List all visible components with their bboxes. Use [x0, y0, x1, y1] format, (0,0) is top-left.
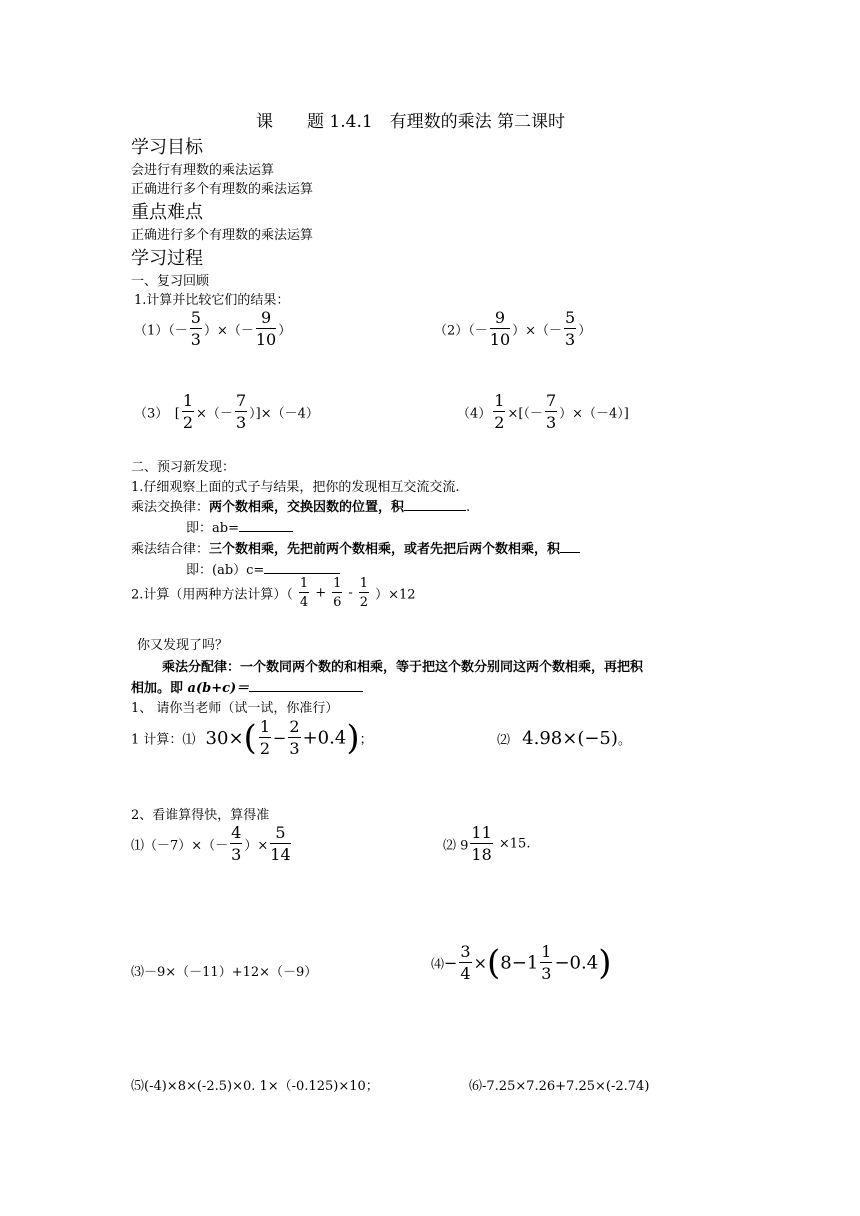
answer-blank[interactable]: [560, 539, 580, 553]
fast-problem-4: ⑷− $\frac{3}{4}$ ×(8−1 $\frac{1}{3}$ −0.4): [431, 942, 612, 983]
review-heading: 一、复习回顾: [131, 274, 210, 289]
discover-prompt: 你又发现了吗？: [137, 638, 229, 653]
teacher-problem-1: 1 计算：⑴ 30×( $\frac{1}{2}$ − $\frac{2}{3}$ +0.4)；: [131, 717, 373, 758]
review-expression-2: （2）（－ $\frac{9}{10}$ ）×（－ $\frac{5}{3}$ ）: [434, 308, 592, 349]
answer-blank[interactable]: [239, 518, 293, 532]
teacher-problem-2: ⑵ 4.98×(−5)。: [497, 728, 631, 749]
review-expression-4: （4） $\frac{1}{2}$ ×[（－ $\frac{7}{3}$ ）×（－4）]: [457, 391, 629, 432]
review-expression-1: （1）（－ $\frac{5}{3}$ ）×（－ $\frac{9}{10}$ ）: [134, 308, 292, 349]
associative-formula: 即：(ab）c=: [186, 559, 340, 578]
key-point-item: 正确进行多个有理数的乘法运算: [131, 228, 314, 243]
key-points-heading: 重点难点: [131, 202, 203, 223]
answer-blank[interactable]: [264, 560, 340, 574]
fast-problem-5: ⑸(-4)×8×(-2.5)×0. 1×（-0.125)×10；: [131, 1079, 379, 1094]
associative-law: 乘法结合律：三个数相乘，先把前两个数相乘，或者先把后两个数相乘，积: [131, 538, 580, 557]
review-question-1: 1.计算并比较它们的结果：: [134, 293, 290, 308]
answer-blank[interactable]: [249, 678, 363, 692]
preview-question-2: 2.计算（用两种方法计算）（ $\frac{1}{4}$ + $\frac{1}{6}$ - $\frac{1}{2}$ ）×12: [131, 576, 416, 610]
fast-problem-6: ⑹-7.25×7.26+7.25×(-2.74): [469, 1079, 650, 1094]
fast-problem-2: ⑵ 9 $\frac{11}{18}$ ×15.: [443, 823, 531, 864]
preview-heading: 二、预习新发现：: [131, 460, 236, 475]
distributive-law: 乘法分配律：一个数同两个数的和相乘，等于把这个数分别同这两个数相乘，再把积: [162, 660, 644, 675]
page-title: 课 题 1.4.1 有理数的乘法 第二课时: [256, 112, 566, 132]
fast-problem-1: ⑴（－7）×（－ $\frac{4}{3}$ ）× $\frac{5}{14}$: [131, 823, 291, 864]
preview-question-1: 1.仔细观察上面的式子与结果，把你的发现相互交流交流.: [131, 480, 460, 495]
commutative-law: 乘法交换律：两个数相乘，交换因数的位置，积 .: [131, 496, 470, 515]
distributive-line-2: 相加。即 a(b+c)＝: [131, 677, 363, 696]
objectives-heading: 学习目标: [131, 137, 203, 158]
answer-blank[interactable]: [404, 497, 466, 511]
objective-item: 正确进行多个有理数的乘法运算: [131, 182, 314, 197]
commutative-formula: 即：ab=: [186, 517, 293, 536]
fast-heading: 2、看谁算得快，算得准: [131, 808, 270, 823]
teacher-heading: 1、 请你当老师（试一试，你准行）: [131, 701, 339, 716]
process-heading: 学习过程: [131, 248, 203, 269]
objective-item: 会进行有理数的乘法运算: [131, 163, 275, 178]
review-expression-3: （3） [ $\frac{1}{2}$ ×（－ $\frac{7}{3}$ ）]×（－4）: [134, 391, 319, 432]
fast-problem-3: ⑶－9×（－11）+12×（－9）: [131, 965, 318, 980]
